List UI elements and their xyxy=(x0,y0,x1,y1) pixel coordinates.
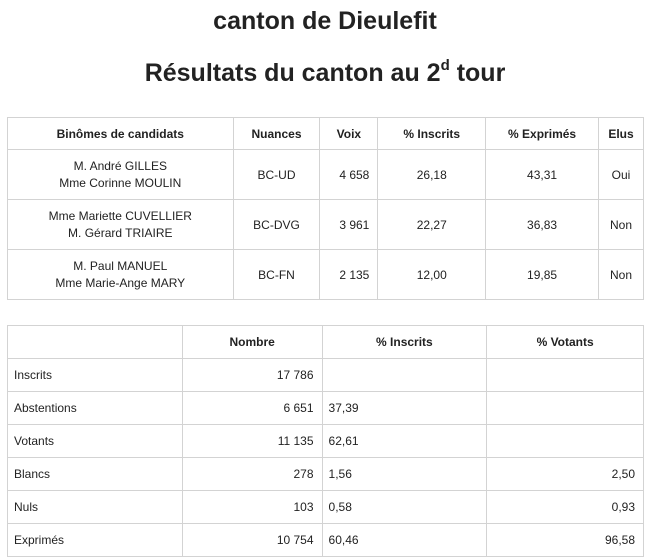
candidate-name: M. Gérard TRIAIRE xyxy=(68,225,173,240)
candidate-pair xyxy=(8,200,234,250)
elus-cell: Non xyxy=(598,250,643,300)
table-row xyxy=(8,200,644,250)
summary-header-row xyxy=(8,326,644,359)
voix-cell: 2 135 xyxy=(320,250,378,300)
col-header-pct-exprimes: % Exprimés xyxy=(486,118,599,150)
nombre-cell: 278 xyxy=(182,458,322,491)
pct-votants-cell xyxy=(487,359,644,392)
pct-votants-cell xyxy=(487,392,644,425)
table-row xyxy=(8,524,644,557)
col-header-nuances: Nuances xyxy=(233,118,320,150)
results-title-superscript: d xyxy=(440,56,450,74)
pct-inscrits-cell: 22,27 xyxy=(378,200,486,250)
row-label: Blancs xyxy=(8,458,183,491)
candidate-name: M. André GILLES xyxy=(73,158,167,173)
pct-votants-cell: 96,58 xyxy=(487,524,644,557)
pct-inscrits-cell: 37,39 xyxy=(322,392,487,425)
candidate-pair xyxy=(8,150,234,200)
pct-votants-cell: 0,93 xyxy=(487,491,644,524)
elus-cell: Non xyxy=(598,200,643,250)
row-label: Inscrits xyxy=(8,359,183,392)
results-title-main: Résultats du canton au 2 xyxy=(144,59,441,87)
nuance-cell: BC-FN xyxy=(233,250,320,300)
table-row xyxy=(8,425,644,458)
row-label: Votants xyxy=(8,425,183,458)
pct-exprimes-cell: 43,31 xyxy=(486,150,599,200)
pct-inscrits-cell: 62,61 xyxy=(322,425,487,458)
pct-exprimes-cell: 19,85 xyxy=(486,250,599,300)
results-title-tail: tour xyxy=(449,59,506,87)
candidate-name: Mme Corinne MOULIN xyxy=(59,175,182,190)
candidate-name: Mme Marie-Ange MARY xyxy=(55,275,186,290)
nombre-cell: 17 786 xyxy=(182,359,322,392)
nombre-cell: 11 135 xyxy=(182,425,322,458)
table-row xyxy=(8,392,644,425)
col-header-nombre: Nombre xyxy=(182,326,322,359)
nuance-cell: BC-DVG xyxy=(233,200,320,250)
col-header-elus: Elus xyxy=(598,118,643,150)
nombre-cell: 103 xyxy=(182,491,322,524)
nombre-cell: 10 754 xyxy=(182,524,322,557)
voix-cell: 3 961 xyxy=(320,200,378,250)
pct-inscrits-cell xyxy=(322,359,487,392)
table-row xyxy=(8,458,644,491)
pct-votants-cell: 2,50 xyxy=(487,458,644,491)
pct-inscrits-cell: 60,46 xyxy=(322,524,487,557)
elus-cell: Oui xyxy=(598,150,643,200)
table-row xyxy=(8,250,644,300)
table-row xyxy=(8,359,644,392)
col-header-candidats: Binômes de candidats xyxy=(8,118,234,150)
col-header-blank xyxy=(8,326,183,359)
pct-exprimes-cell: 36,83 xyxy=(486,200,599,250)
summary-table xyxy=(7,325,644,557)
col-header-pct-inscrits: % Inscrits xyxy=(378,118,486,150)
candidates-header-row xyxy=(8,118,644,150)
nombre-cell: 6 651 xyxy=(182,392,322,425)
col-header-pct-votants: % Votants xyxy=(487,326,644,359)
row-label: Nuls xyxy=(8,491,183,524)
candidate-name: M. Paul MANUEL xyxy=(73,258,168,273)
row-label: Abstentions xyxy=(8,392,183,425)
col-header-pct-inscrits: % Inscrits xyxy=(322,326,487,359)
voix-cell: 4 658 xyxy=(320,150,378,200)
candidate-name: Mme Mariette CUVELLIER xyxy=(48,208,192,223)
results-title xyxy=(0,56,650,90)
pct-inscrits-cell: 12,00 xyxy=(378,250,486,300)
col-header-voix: Voix xyxy=(320,118,378,150)
nuance-cell: BC-UD xyxy=(233,150,320,200)
table-row xyxy=(8,491,644,524)
candidate-pair xyxy=(8,250,234,300)
row-label: Exprimés xyxy=(8,524,183,557)
table-row xyxy=(8,150,644,200)
pct-votants-cell xyxy=(487,425,644,458)
candidates-table xyxy=(7,117,644,300)
pct-inscrits-cell: 0,58 xyxy=(322,491,487,524)
pct-inscrits-cell: 26,18 xyxy=(378,150,486,200)
pct-inscrits-cell: 1,56 xyxy=(322,458,487,491)
canton-title: canton de Dieulefit xyxy=(213,7,437,35)
